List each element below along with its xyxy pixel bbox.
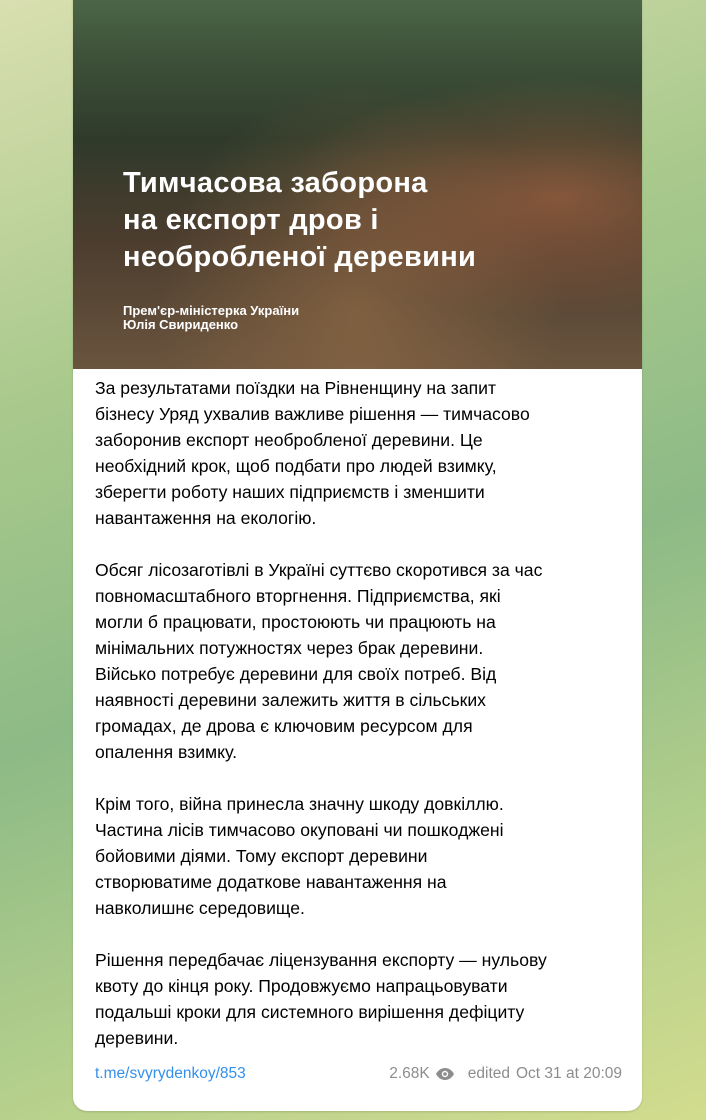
paragraph [95, 557, 620, 765]
image-subtitle-line: Юлія Свириденко [123, 317, 239, 332]
edited-label: edited [467, 1065, 510, 1082]
paragraph-line: бізнесу Уряд ухвалив важливе рішення — тимчасово [95, 404, 530, 424]
paragraph-line: громадах, де дрова є ключовим ресурсом для [95, 716, 473, 736]
paragraph-line: За результатами поїздки на Рівненщину на запит [95, 378, 497, 398]
paragraph-line: навантаження на екологію. [95, 508, 317, 528]
paragraph-line: квоту до кінця року. Продовжуємо напрацьовувати [95, 976, 508, 996]
image-title-line: необробленої деревини [123, 241, 477, 273]
message-footer [95, 1065, 622, 1083]
paragraph-line: повномасштабного вторгнення. Підприємства, які [95, 586, 501, 606]
eye-icon [436, 1068, 454, 1080]
paragraph-line: необхідний крок, щоб подбати про людей взимку, [95, 456, 497, 476]
paragraph-line: створюватиме додаткове навантаження на [95, 872, 447, 892]
post-link[interactable]: t.me/svyrydenkoy/853 [95, 1065, 246, 1082]
paragraph-line: Частина лісів тимчасово окуповані чи пошкоджені [95, 820, 504, 840]
paragraph-line: опалення взимку. [95, 742, 237, 762]
paragraph-line: мінімальних потужностях через брак деревини. [95, 638, 484, 658]
image-title-line: Тимчасова заборона [123, 167, 428, 199]
message-text [73, 375, 642, 1051]
paragraph-line: навколишнє середовище. [95, 898, 305, 918]
image-subtitle-line: Прем'єр-міністерка України [123, 303, 300, 318]
paragraph [95, 947, 620, 1051]
paragraph-line: заборонив експорт необробленої деревини. Це [95, 430, 483, 450]
paragraph-line: зберегти роботу наших підприємств і зменшити [95, 482, 485, 502]
image-title [123, 165, 476, 276]
paragraph-line: Військо потребує деревини для своїх потреб. Від [95, 664, 497, 684]
paragraph-line: бойовими діями. Тому експорт деревини [95, 846, 428, 866]
paragraph-line: могли б працювати, простоюють чи працюють на [95, 612, 496, 632]
message-time: Oct 31 at 20:09 [516, 1065, 622, 1082]
view-count: 2.68K [389, 1065, 430, 1082]
post-image[interactable] [73, 0, 642, 369]
paragraph-line: Рішення передбачає ліцензування експорту — нульову [95, 950, 547, 970]
paragraph-line: подальші кроки для системного вирішення дефіциту [95, 1002, 525, 1022]
paragraph-line: наявності деревини залежить життя в сільських [95, 690, 486, 710]
paragraph [95, 375, 620, 531]
image-title-line: на експорт дров і [123, 204, 379, 236]
image-subtitle [123, 304, 299, 332]
paragraph-line: Обсяг лісозаготівлі в Україні суттєво скоротився за час [95, 560, 543, 580]
paragraph-line: деревини. [95, 1028, 179, 1048]
message-bubble [73, 0, 642, 1111]
paragraph [95, 791, 620, 921]
paragraph-line: Крім того, війна принесла значну шкоду довкіллю. [95, 794, 504, 814]
